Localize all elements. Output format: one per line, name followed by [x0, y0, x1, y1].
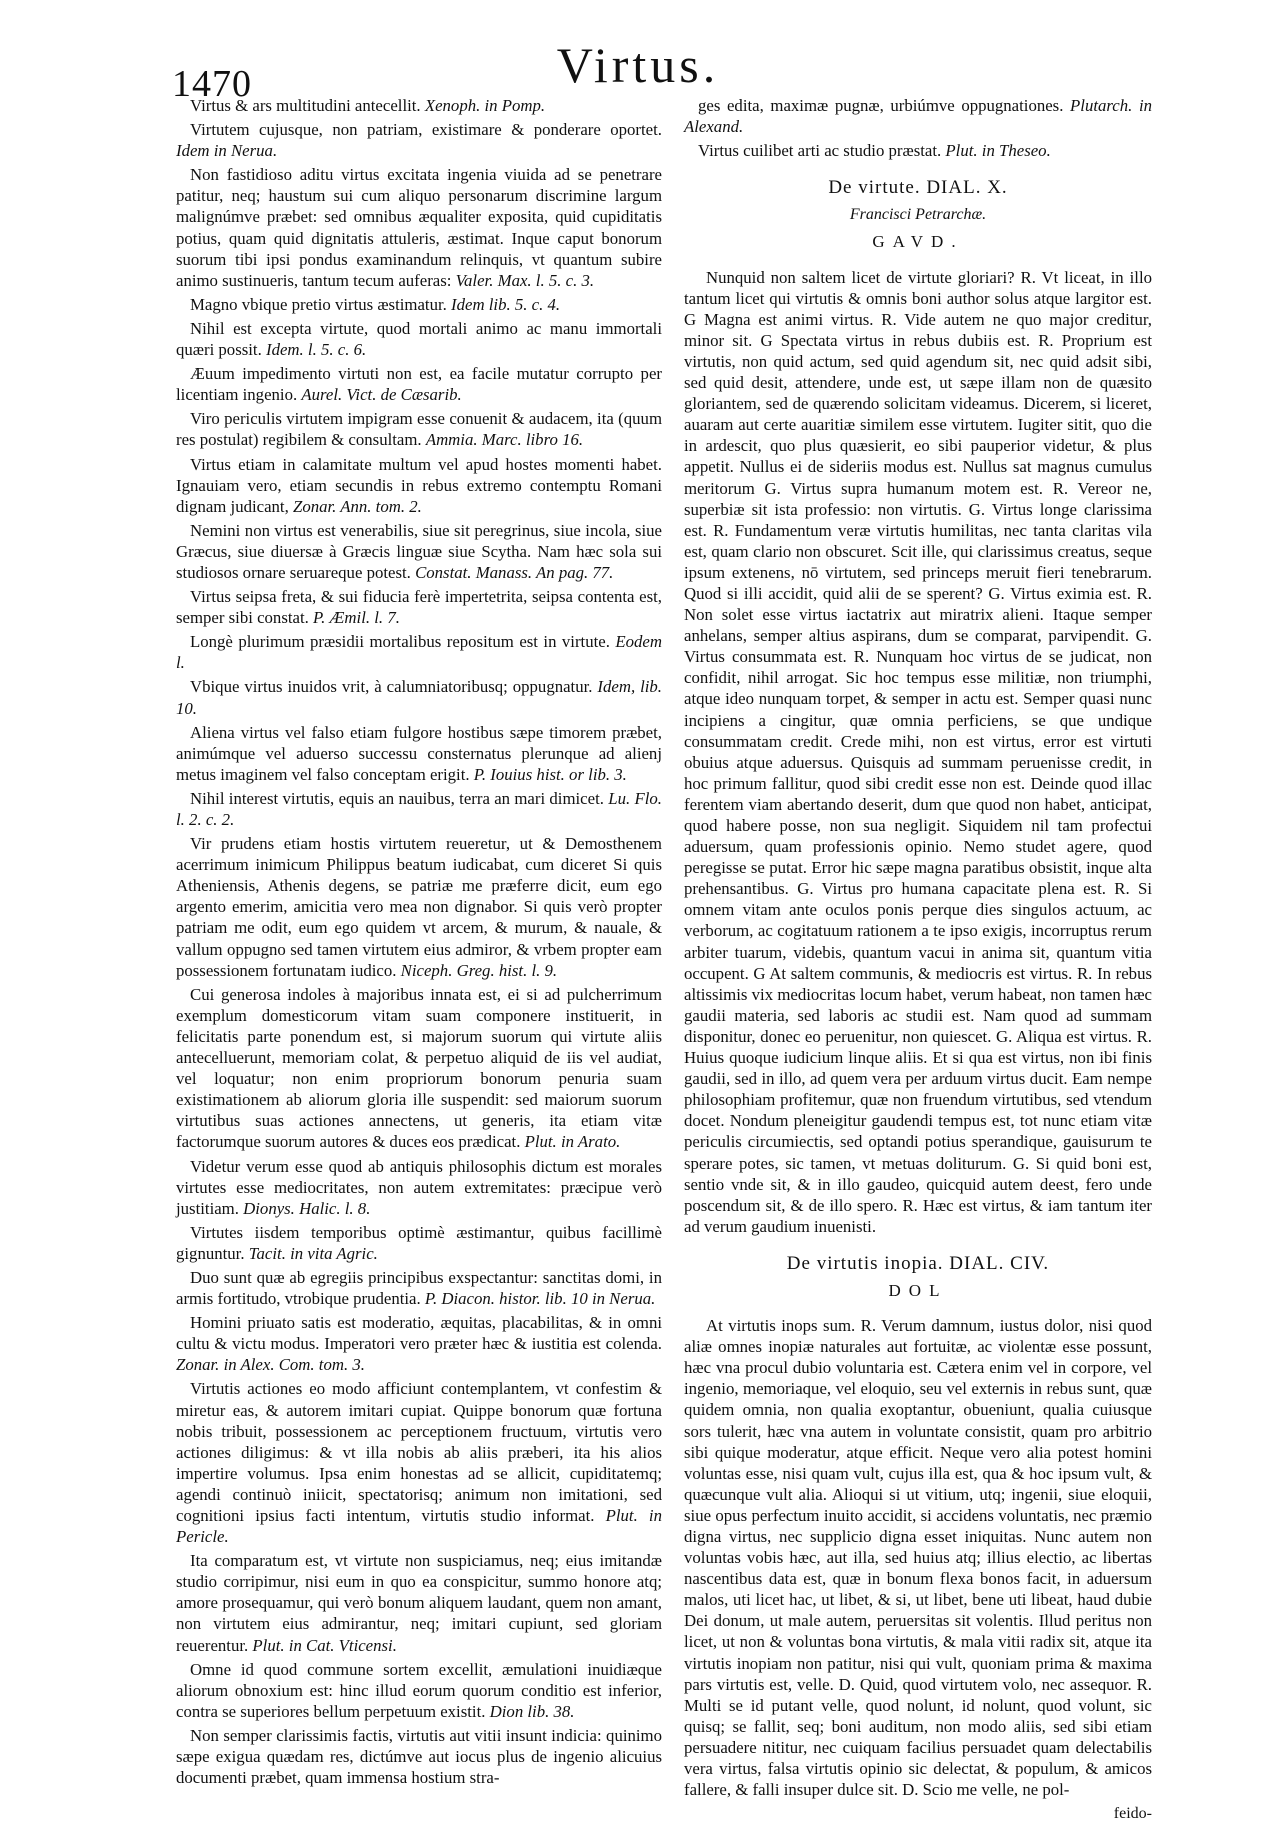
citation: Idem in Nerua.: [176, 141, 278, 161]
quotation-entry: [176, 1378, 662, 1547]
quotation-entry: [176, 1659, 662, 1722]
citation: Dion lib. 38.: [489, 1701, 575, 1721]
quotation-entry: [176, 788, 662, 830]
dialogue-title: De virtute. DIAL. X.: [828, 177, 1008, 199]
page-number: 1470: [172, 63, 252, 105]
dialogue-paragraph: At virtutis inops sum. R. Verum damnum, iustus dolor, nisi quod aliæ omnes inopiæ naturales aut fortuitæ, ac violentæ esse possunt, hæc vna procul dubio voluntaria est. Cætera enim vel in corpore, vel ingenio, memoriaque, vel eloquio, seu vel externis in rebus sunt, quæ quidem omnia, non qualia exoptantur, obueniunt, qualia cuiusque sors tulerit, hæc vna autem in voluntate consistit, quam pro arbitrio sibi quique moderatur, atque efficit. Neque vero alia potest homini voluntas esse, nisi quam vult, cujus illa est, qua & hoc ipsum vult, & quæcunque vult alia. Alioqui si ut vitium, utq; ingenii, siue eloquii, siue opus perfectum inuito accidit, si accidens voluntatis, nec præmio digna virtus, nec supplicio digna esset iniquitas. Nunc autem non voluntas vobis hæc, aut illa, sed huius atq; illius electio, ac libertas nascentibus data est, quæ in bonum flexa bonos facit, in aduersum malos, uti licet hac, ut libet, & si, ut libet, bene uti libeat, haud dubie Dei donum, ut male autem, peruersitas sit volentis. Illud peritus non licet, ut non & voluntas bona virtutis, & mala vitii radix sit, atque ita virtutis inopiam non patitur, nisi qui vult, quoniam prima & maxima pars virtutis est, velle. D. Quid, quod virtutem volo, nec assequor. R. Multi se id putant velle, quod nolunt, id nolunt, quod volunt, sic quisq; se fallit, seq; boni auditum, non modo aliis, sed sibi etiam persuadere nititur, nec cuiquam facilius persuadet quam delectabilis vera virtus, falsa virtutis opinio sic delectat, & populum, & amicos fallere, & falli insuper dulce sit. D. Scio me velle, ne pol-: [684, 1316, 1152, 1800]
citation: Niceph. Greg. hist. l. 9.: [400, 960, 558, 980]
quotation-text: Vir prudens etiam hostis virtutem reueretur, ut & Demosthenem acerrimum inimicum Philippus beatum iudicabat, cum diceret Si quis Atheniensis, Athenis degens, se patriæ me præferre dicit, eum ego argento emerim, amicitia vero mea non dignabor. Si quis verò propter patriam me odit, eum ego quidem vt arcem, & murum, & nauale, & vallum oppugno sed tamen virtutem eius admiror, & vrbem propter eam possessionem fortunatam iudico.: [176, 834, 662, 980]
dialogue-section: [684, 177, 1152, 1237]
citation: Plut. in Theseo.: [945, 141, 1051, 161]
quotation-text: Nihil est excepta virtute, quod mortali animo ac manu immortali quæri possit.: [176, 318, 662, 360]
quotation-entry: [176, 631, 662, 673]
citation: Constat. Manass. An pag. 77.: [415, 562, 614, 582]
quotation-entry: [176, 1725, 662, 1788]
quotation-text: Videtur verum esse quod ab antiquis philosophis dictum est morales virtutes esse mediocritates, non autem extremitates: præcipue verò justitiam.: [176, 1156, 662, 1218]
citation: Plut. in Cat. Vticensi.: [252, 1635, 397, 1655]
quotation-text: Homini priuato satis est moderatio, æquitas, placabilitas, & in omni cultu & victu modus. Imperatori vero præter hæc & iustitia est colenda.: [176, 1313, 662, 1354]
quotation-text: Virtutem cujusque, non patriam, existimare & ponderare oportet.: [190, 120, 662, 140]
citation: Idem. l. 5. c. 6.: [266, 340, 367, 360]
quotation-text: Viro periculis virtutem impigram esse conuenit & audacem, ita (quum res postulat) regibilem & consultam.: [176, 409, 662, 450]
citation: Lu. Flo. l. 2. c. 2.: [176, 788, 662, 829]
dialogue-speaker: DOL: [888, 1280, 948, 1300]
quotation-text: Virtus & ars multitudini antecellit.: [190, 96, 421, 115]
quotation-text: Æuum impedimento virtuti non est, ea facile mutatur corrupto per licentiam ingenio.: [176, 364, 662, 405]
quotation-entry: [176, 318, 662, 360]
quotation-entry: [176, 119, 662, 161]
citation: Plut. in Arato.: [524, 1132, 621, 1152]
quotation-text: Longè plurimum præsidii mortalibus repositum est in virtute.: [190, 632, 610, 652]
citation: Dionys. Halic. l. 8.: [243, 1198, 371, 1218]
quotation-text: Non semper clarissimis factis, virtutis aut vitii insunt indicia: quinimo sæpe exigua quædam res, dictúmve aut iocus plus de ingenio alicuius documenti præbet, quam immensa hostium stra-: [176, 1725, 662, 1788]
citation: Eodem l.: [176, 632, 662, 673]
quotation-entry: [176, 363, 662, 405]
quotation-text: Virtutis actiones eo modo afficiunt contemplantem, vt confestim & miretur eas, & autorem imitari cupiat. Quippe bonorum quæ fortuna nobis tribuit, possessionem ac perceptionem fructuum, virtutis vero actiones diligimus: & vt illa nobis ab aliis præberi, ita his alios impertire volumus. Ipsa enim honestas ad se allicit, cupiditatemq; agendi continuò iniicit, spectatorisq; animum non imitationi, sed cognitioni ipsius facti intentum, virtutis studio informat.: [176, 1379, 662, 1525]
quotation-text: Virtutes iisdem temporibus optimè æstimantur, quibus facillimè gignuntur.: [176, 1222, 662, 1263]
citation: Valer. Max. l. 5. c. 3.: [455, 270, 595, 290]
quotation-text: Cui generosa indoles à majoribus innata est, ei si ad pulcherrimum exemplum domesticorum vitam suam componere instituerit, in felicitatis parte ponendum est, si majorum suorum qui virtute aliis antecelluerunt, memoriam colat, & perpetuo aliquid de iis vel audiat, vel loquatur; non enim propriorum bonorum penuria suam existimationem ab aliorum gloria ille suspendit: sed maiorum suorum virtutibus suas actiones annectens, ut generis, ita etiam vitæ factorumque suorum autores & duces eos prædicat.: [176, 984, 662, 1152]
quotation-entry: [176, 722, 662, 785]
quotation-text: Duo sunt quæ ab egregiis principibus exspectantur: sanctitas domi, in armis fortitudo, vtrobique prudentia.: [176, 1267, 662, 1309]
citation: P. Diacon. histor. lib. 10 in Nerua.: [424, 1289, 656, 1309]
citation: Plutarch. in Alexand.: [684, 96, 1152, 137]
citation: Zonar. Ann. tom. 2.: [293, 496, 422, 516]
dialogue-section: [684, 1253, 1152, 1824]
quotation-entry: [684, 140, 1152, 161]
catchword: feido-: [1113, 1805, 1152, 1823]
quotation-entry: [176, 1550, 662, 1655]
quotation-text: Aliena virtus vel falso etiam fulgore hostibus sæpe timorem præbet, animúmque vel aduerso successu consternatus plerunque ad alienj metus imaginem vel falso conceptam erigit.: [176, 722, 662, 784]
quotation-entry: [176, 984, 662, 1153]
quotation-text: Nemini non virtus est venerabilis, siue sit peregrinus, siue incola, siue Græcus, siue diuersæ à Græcis linguæ siue Scytha. Nam hæc sola sui studiosos ornare seruareque potest.: [176, 520, 662, 582]
quotation-entry: [176, 676, 662, 718]
quotation-text: Virtus etiam in calamitate multum vel apud hostes momenti habet. Ignauiam vero, etiam secundis in rebus extremo contemptu Romani dignam judicant,: [176, 454, 662, 516]
left-column: [176, 95, 662, 1791]
quotation-text: Omne id quod commune sortem excellit, æmulationi inuidiæque aliorum obnoxium est: hinc illud eorum quorum conditio est inferior, contra se superiores bellum perpetuum existit.: [176, 1659, 662, 1721]
quotation-entry: [176, 1156, 662, 1219]
dialogue-paragraph: Nunquid non saltem licet de virtute gloriari? R. Vt liceat, in illo tantum licet qui virtutis & omnis boni author solus atque largitor est. G Magna est animi virtus. R. Vide autem ne quo major creditur, minor sit. G Spectata virtus in rebus dubiis est. R. Proprium est virtutis, non quid actum, sed quid agendum sit, nec quid adsit sibi, sed quid desit, attendere, unde est, ut sæpe illam non de quæsito gloriantem, sed de quærendo solicitam videamus. Dicerem, si liceret, auaram aut certe auaritiæ similem esse virtutem. Iugiter sitit, quo die in ardescit, quo plus quæsierit, eo sibi pauperior videtur, & plus appetit. Nullus ei de sideriis modus est. Nullus sat magnus cumulus meritorum G. Virtus supra humanum motem est. R. Vereor ne, superbiæ sit ista professio: non virtutis. G. Virtus longe clarissima est. R. Fundamentum veræ virtutis humilitas, nec tanta claritas vila est, quam clario non obscuret. Scit ille, qui clarissimus creatus, seque ipsum extenens, nō virtutem, sed princeps meruit fieri tenebrarum. Quod si illi accidit, quid alii de se sperent? G. Virtus eximia est. R. Non solet esse virtus iactatrix aut miratrix alieni. Itaque semper anhelans, semper altius aspirans, dum se comparat, parvipendit. G. Virtus consummata est. R. Nunquam hoc virtus de se judicat, non confidit, nihil arrogat. Sic hoc tempus esse militiæ, non triumphi, atque ideo nunquam torpet, & semper in actu est. Semper quasi nunc incipiens a cingitur, quæ omnia perficiens, se que undique consummatam credit. Crede mihi, non est virtus, error est virtuti obuius atque aduersus. Quisquis ad summam peruenisse credit, in hoc primum fallitur, quod sibi credit esse non est. Deinde quod illac ferentem viam abertando deserit, dum que quod non habet, anticipat, quod habere posse, non sua negligit. Siquidem nil tam profectui aduersum, quam professionis opinio. Nemo studet agere, quod peregisse se putat. Error hic sæpe magna paratibus obsistit, inque alta prehensantibus. G. Virtus pro humana capacitate plena est. R. Si omnem vitam ante oculos ponis perque dies singulos actuum, ac verborum, ac cogitatuum rationem a te ipso exigis, incorruptus rerum arbiter tuarum, videbis, quantum vacui in anima sit, quantum vitia occupent. G At saltem communis, & mediocris est virtus. R. In rebus altissimis vix mediocritas locum habet, verum habeat, non tamen hæc gaudii materia, sed laboris ac studii est. Nam quod ad summam disponitur, donec eo peruenitur, non quiescet. G. Aliqua est virtus. R. Huius quoque iudicium linque aliis. Et si qua est virtus, non ibi finis gaudii, sed in illo, ad quem vera per arduum virtus ducit. Eam nempe philosophiam profitemur, quæ non fruendum virtutibus, sed vtendum docet. Nondum pleneigitur gaudendi tempus est, tot nunc etiam vitæ periculis circumiectis, sed optandi potius sperandique, gauisurum te sperare potes, sic tamen, vt metuas doliturum. G. Si quid boni est, sentio vnde sit, & in illo gaudeo, quicquid autem deest, fero unde poscendum sit, & de illo spero. R. Hæc est virtus, & iam tantum iter ad verum gaudium inuenisti.: [684, 267, 1152, 1236]
citation: Plut. in Pericle.: [176, 1506, 662, 1547]
quotation-text: Nihil interest virtutis, equis an nauibus, terra an mari dimicet.: [190, 788, 604, 808]
running-head: Virtus.: [556, 37, 720, 93]
dialogue-author: Francisci Petrarchæ.: [849, 206, 987, 224]
citation: Idem lib. 5. c. 4.: [451, 294, 561, 314]
quotation-entry: [176, 294, 662, 315]
quotation-entry: [176, 408, 662, 450]
quotation-entry: [684, 95, 1152, 137]
right-column-entries: [684, 95, 1152, 161]
quotation-entry: [176, 1312, 662, 1375]
dialogue-body: [684, 267, 1152, 1237]
citation: P. Iouius hist. or lib. 3.: [473, 764, 627, 784]
quotation-entry: [176, 833, 662, 981]
quotation-text: Non fastidioso aditu virtus excitata ingenia viuida ad se penetrare patitur, neq; haustum sui cum aliquo personarum discrimine largum malignúmve præbet: sed omnibus æqualiter exposita, quid cupiditatis potius, quam quid dignitatis attuleris, æstimat. Inque caput bonorum suorum tibi ipsi pondus examinandum relinquis, vt quantum subire animo sustinueris, tantum tecum auferas:: [176, 165, 662, 290]
quotation-text: Vbique virtus inuidos vrit, à calumniatoribusq; oppugnatur.: [190, 677, 593, 697]
quotation-text: ges edita, maximæ pugnæ, urbiúmve oppugnationes.: [698, 96, 1064, 115]
dialogue-title: De virtutis inopia. DIAL. CIV.: [786, 1252, 1050, 1274]
citation: Tacit. in vita Agric.: [248, 1243, 378, 1263]
quotation-entry: [176, 1222, 662, 1264]
quotation-text: Magno vbique pretio virtus æstimatur.: [190, 294, 447, 314]
citation: Xenoph. in Pomp.: [424, 96, 546, 115]
citation: Ammia. Marc. libro 16.: [425, 430, 584, 450]
citation: P. Æmil. l. 7.: [313, 608, 400, 628]
citation: Idem, lib. 10.: [176, 677, 662, 718]
quotation-entry: [176, 586, 662, 628]
quotation-text: Virtus seipsa freta, & sui fiducia ferè impertetrita, seipsa contenta est, semper sibi constat.: [176, 587, 662, 628]
dialogue-speaker: GAVD.: [872, 232, 964, 252]
citation: Zonar. in Alex. Com. tom. 3.: [176, 1355, 365, 1375]
quotation-entry: [176, 164, 662, 291]
dialogue-body: [684, 1315, 1152, 1800]
quotation-entry: [176, 1267, 662, 1309]
quotation-text: Ita comparatum est, vt virtute non suspiciamus, neq; eius imitandæ studio corripimur, nisi eum in quo ea conspicitur, summo honore atq; amore prosequamur, qui verò bonum aliquem laudant, quem non amant, non virtutem eius admirantur, neq; imitari cupiunt, sed gloriam reuerentur.: [176, 1551, 662, 1655]
quotation-entry: [176, 454, 662, 517]
citation: Aurel. Vict. de Cæsarib.: [301, 385, 462, 405]
quotation-entry: [176, 95, 662, 116]
right-column: [684, 95, 1152, 1824]
quotation-text: Virtus cuilibet arti ac studio præstat.: [698, 141, 942, 161]
quotation-entry: [176, 520, 662, 583]
